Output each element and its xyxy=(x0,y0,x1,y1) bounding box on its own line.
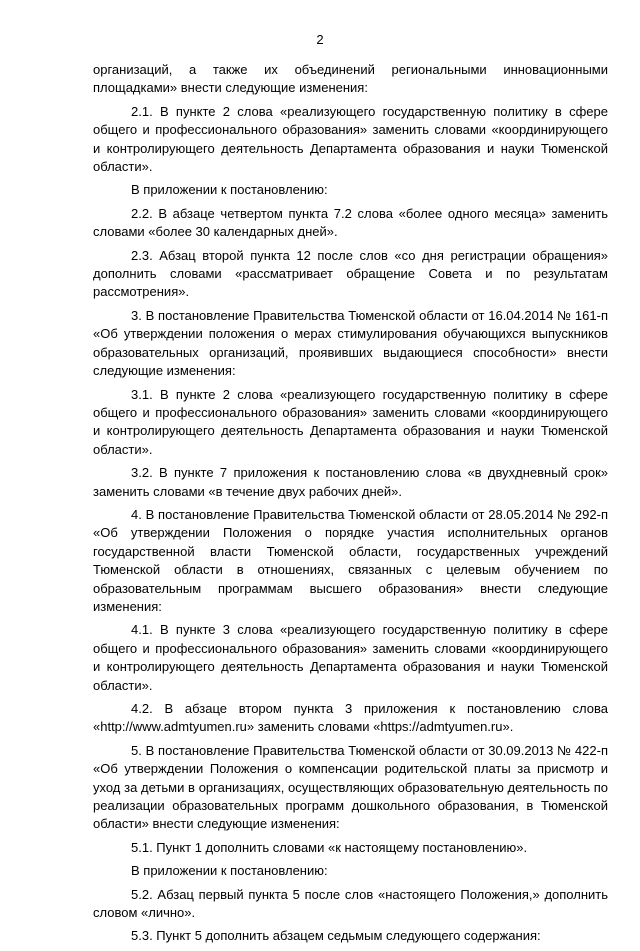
paragraph: 3.1. В пункте 2 слова «реализующего государственную политику в сфере общего и профессионального образования» заменить словами «координирующего и контролирующего деятельность Департамента образования и науки Тюменской области». xyxy=(93,386,608,457)
paragraph: 3.2. В пункте 7 приложения к постановлению слова «в двухдневный срок» заменить словами «в течение двух рабочих дней». xyxy=(93,465,608,499)
paragraph: 3. В постановление Правительства Тюменской области от 16.04.2014 № 161-п «Об утверждении положения о мерах стимулирования обучающихся выпускников образовательных организаций, проявивших выдающиеся способности» внести следующие изменения: xyxy=(93,307,608,379)
document-body xyxy=(93,61,608,951)
paragraph: В приложении к постановлению: xyxy=(131,863,328,879)
paragraph: организаций, а также их объединений региональными инновационными площадками» внести следующие изменения: xyxy=(93,62,608,96)
paragraph: 5.3. Пункт 5 дополнить абзацем седьмым следующего содержания: xyxy=(131,928,541,944)
paragraph: 4. В постановление Правительства Тюменской области от 28.05.2014 № 292-п «Об утверждении Положения о порядке участия исполнительных органов государственной власти Тюменской области, государственных учреждений Тюменской области в отношениях, связанных с целевым обучением по образовательным программам высшего образования» внести следующие изменения: xyxy=(93,506,608,614)
paragraph: 2.2. В абзаце четвертом пункта 7.2 слова «более одного месяца» заменить словами «более 30 календарных дней». xyxy=(93,205,608,240)
paragraph: 5.2. Абзац первый пункта 5 после слов «настоящего Положения,» дополнить словом «лично». xyxy=(93,886,608,921)
paragraph: 2.1. В пункте 2 слова «реализующего государственную политику в сфере общего и профессионального образования» заменить словами «координирующего и контролирующего деятельность Департамента образования и науки Тюменской области». xyxy=(93,103,608,175)
paragraph: 5.1. Пункт 1 дополнить словами «к настоящему постановлению». xyxy=(131,839,528,855)
paragraph: 4.1. В пункте 3 слова «реализующего государственную политику в сфере общего и профессионального образования» заменить словами «координирующего и контролирующего деятельность Департамента образования и науки Тюменской области». xyxy=(93,622,608,693)
page-number: 2 xyxy=(316,32,324,47)
paragraph: 4.2. В абзаце втором пункта 3 приложения к постановлению слова «http://www.admtyumen.ru» заменить словами «https://admtyumen.ru». xyxy=(93,701,608,735)
paragraph: 5. В постановление Правительства Тюменской области от 30.09.2013 № 422-п «Об утверждении Положения о компенсации родительской платы за присмотр и уход за детьми в организациях, осуществляющих образовательную деятельность по реализации образовательных программ дошкольного образования, в Тюменской области» внести следующие изменения: xyxy=(93,742,608,832)
paragraph: 2.3. Абзац второй пункта 12 после слов «со дня регистрации обращения» дополнить словами «рассматривает обращение Совета и по результатам рассмотрения». xyxy=(93,247,608,300)
paragraph: В приложении к постановлению: xyxy=(131,182,328,198)
